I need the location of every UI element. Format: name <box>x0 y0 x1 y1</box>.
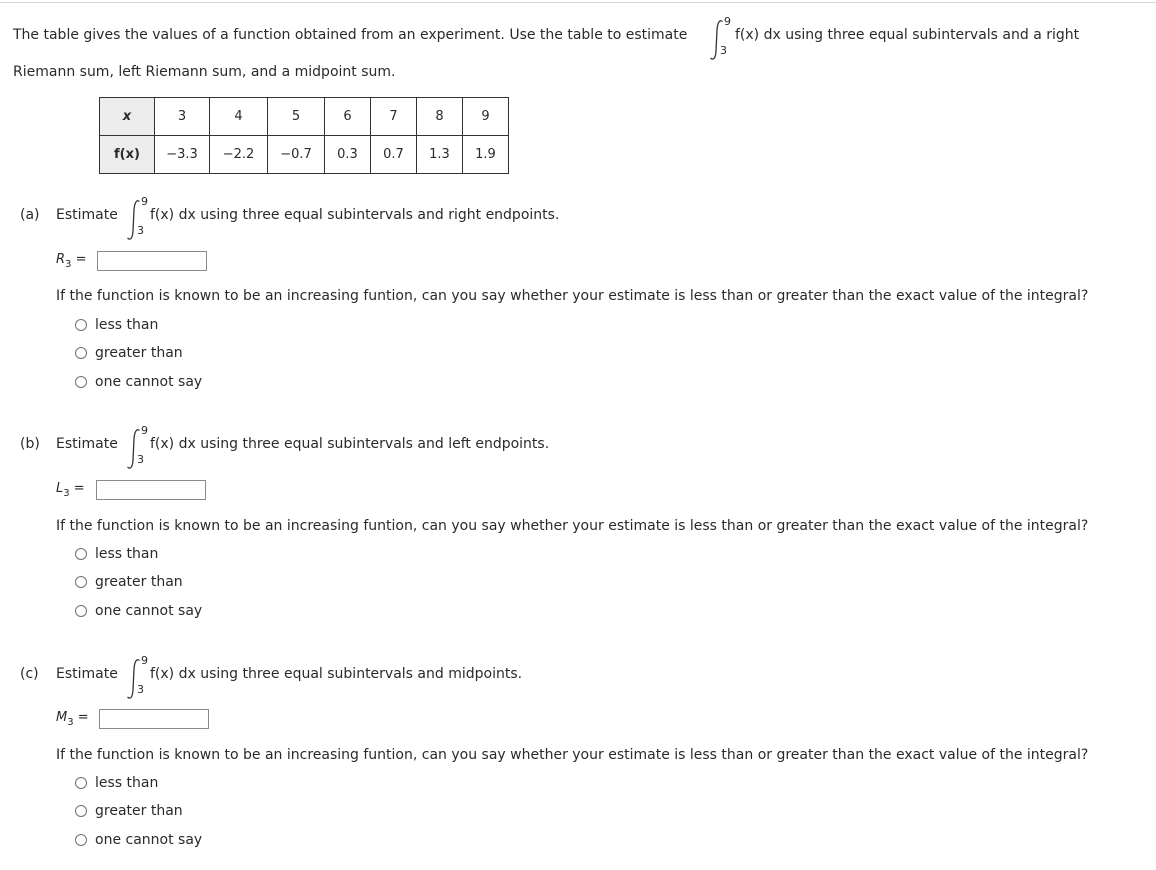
table-header-fx: f(x) <box>100 136 155 174</box>
part-label: (b) <box>20 436 40 452</box>
integral-upper-limit: 9 <box>724 15 731 28</box>
radio-option-one-cannot-say[interactable] <box>75 372 202 392</box>
estimate-word: Estimate <box>56 436 118 452</box>
integral-upper-limit: 9 <box>141 424 148 437</box>
variable-label <box>56 481 85 499</box>
radio-button[interactable] <box>75 376 87 388</box>
variable-letter: R <box>56 252 66 267</box>
radio-label: one cannot say <box>95 832 203 848</box>
radio-label: one cannot say <box>95 603 203 619</box>
table-cell-x: 8 <box>417 98 463 136</box>
answer-input-r3[interactable] <box>97 251 207 271</box>
part-description: f(x) dx using three equal subintervals and right endpoints. <box>150 207 560 223</box>
integral-lower-limit: 3 <box>720 44 727 57</box>
table-row-fx <box>100 136 509 174</box>
radio-label: greater than <box>95 803 183 819</box>
radio-option-greater-than[interactable] <box>75 801 183 821</box>
equals-sign: = <box>75 252 87 267</box>
intro-text-line1: The table gives the values of a function obtained from an experiment. Use the table to estimate <box>13 27 688 43</box>
radio-label: greater than <box>95 574 183 590</box>
radio-option-less-than[interactable] <box>75 544 158 564</box>
radio-button[interactable] <box>75 319 87 331</box>
variable-letter: L <box>56 481 64 496</box>
table-cell-x: 7 <box>371 98 417 136</box>
part-label: (c) <box>20 666 39 682</box>
integral-lower-limit: 3 <box>137 224 144 237</box>
integral-lower-limit: 3 <box>137 683 144 696</box>
table-cell-x: 6 <box>325 98 371 136</box>
radio-option-one-cannot-say[interactable] <box>75 601 202 621</box>
table-cell-fx: 0.3 <box>325 136 371 174</box>
part-description: f(x) dx using three equal subintervals and left endpoints. <box>150 436 550 452</box>
integral-upper-limit: 9 <box>141 195 148 208</box>
table-cell-x: 9 <box>463 98 509 136</box>
radio-label: less than <box>95 775 159 791</box>
answer-input-l3[interactable] <box>96 480 206 500</box>
radio-button[interactable] <box>75 347 87 359</box>
integral-upper-limit: 9 <box>141 654 148 667</box>
question-text: If the function is known to be an increasing funtion, can you say whether your estimate is less than or greater than the exact value of the integral? <box>56 747 1089 763</box>
table-cell-fx: 0.7 <box>371 136 417 174</box>
radio-label: greater than <box>95 345 183 361</box>
estimate-word: Estimate <box>56 666 118 682</box>
variable-label <box>56 252 86 270</box>
table-cell-x: 4 <box>210 98 268 136</box>
table-row-x <box>100 98 509 136</box>
table-cell-fx: −2.2 <box>210 136 268 174</box>
radio-button[interactable] <box>75 805 87 817</box>
table-cell-fx: −3.3 <box>155 136 210 174</box>
variable-subscript: 3 <box>63 488 70 499</box>
question-text: If the function is known to be an increasing funtion, can you say whether your estimate is less than or greater than the exact value of the integral? <box>56 288 1089 304</box>
variable-letter: M <box>56 710 68 725</box>
question-text: If the function is known to be an increasing funtion, can you say whether your estimate is less than or greater than the exact value of the integral? <box>56 518 1089 534</box>
radio-button[interactable] <box>75 777 87 789</box>
radio-button[interactable] <box>75 605 87 617</box>
equals-sign: = <box>73 481 85 496</box>
intro-text-line1-tail: f(x) dx using three equal subintervals and a right <box>735 27 1080 43</box>
intro-text-line2: Riemann sum, left Riemann sum, and a midpoint sum. <box>13 64 396 80</box>
integral-lower-limit: 3 <box>137 453 144 466</box>
radio-option-less-than[interactable] <box>75 773 158 793</box>
top-divider <box>0 2 1156 3</box>
variable-subscript: 3 <box>67 717 74 728</box>
table-cell-fx: 1.3 <box>417 136 463 174</box>
radio-label: less than <box>95 546 159 562</box>
equals-sign: = <box>77 710 89 725</box>
radio-label: less than <box>95 317 159 333</box>
table-header-x: x <box>100 98 155 136</box>
radio-option-greater-than[interactable] <box>75 572 183 592</box>
table-cell-x: 3 <box>155 98 210 136</box>
radio-option-less-than[interactable] <box>75 315 158 335</box>
radio-button[interactable] <box>75 548 87 560</box>
variable-subscript: 3 <box>65 259 72 270</box>
answer-input-m3[interactable] <box>99 709 209 729</box>
radio-option-greater-than[interactable] <box>75 343 183 363</box>
radio-button[interactable] <box>75 576 87 588</box>
variable-label <box>56 710 89 728</box>
estimate-word: Estimate <box>56 207 118 223</box>
table-cell-fx: −0.7 <box>268 136 325 174</box>
table-cell-fx: 1.9 <box>463 136 509 174</box>
part-description: f(x) dx using three equal subintervals and midpoints. <box>150 666 523 682</box>
radio-option-one-cannot-say[interactable] <box>75 830 202 850</box>
part-label: (a) <box>20 207 40 223</box>
radio-label: one cannot say <box>95 374 203 390</box>
radio-button[interactable] <box>75 834 87 846</box>
values-table <box>99 97 509 174</box>
table-cell-x: 5 <box>268 98 325 136</box>
